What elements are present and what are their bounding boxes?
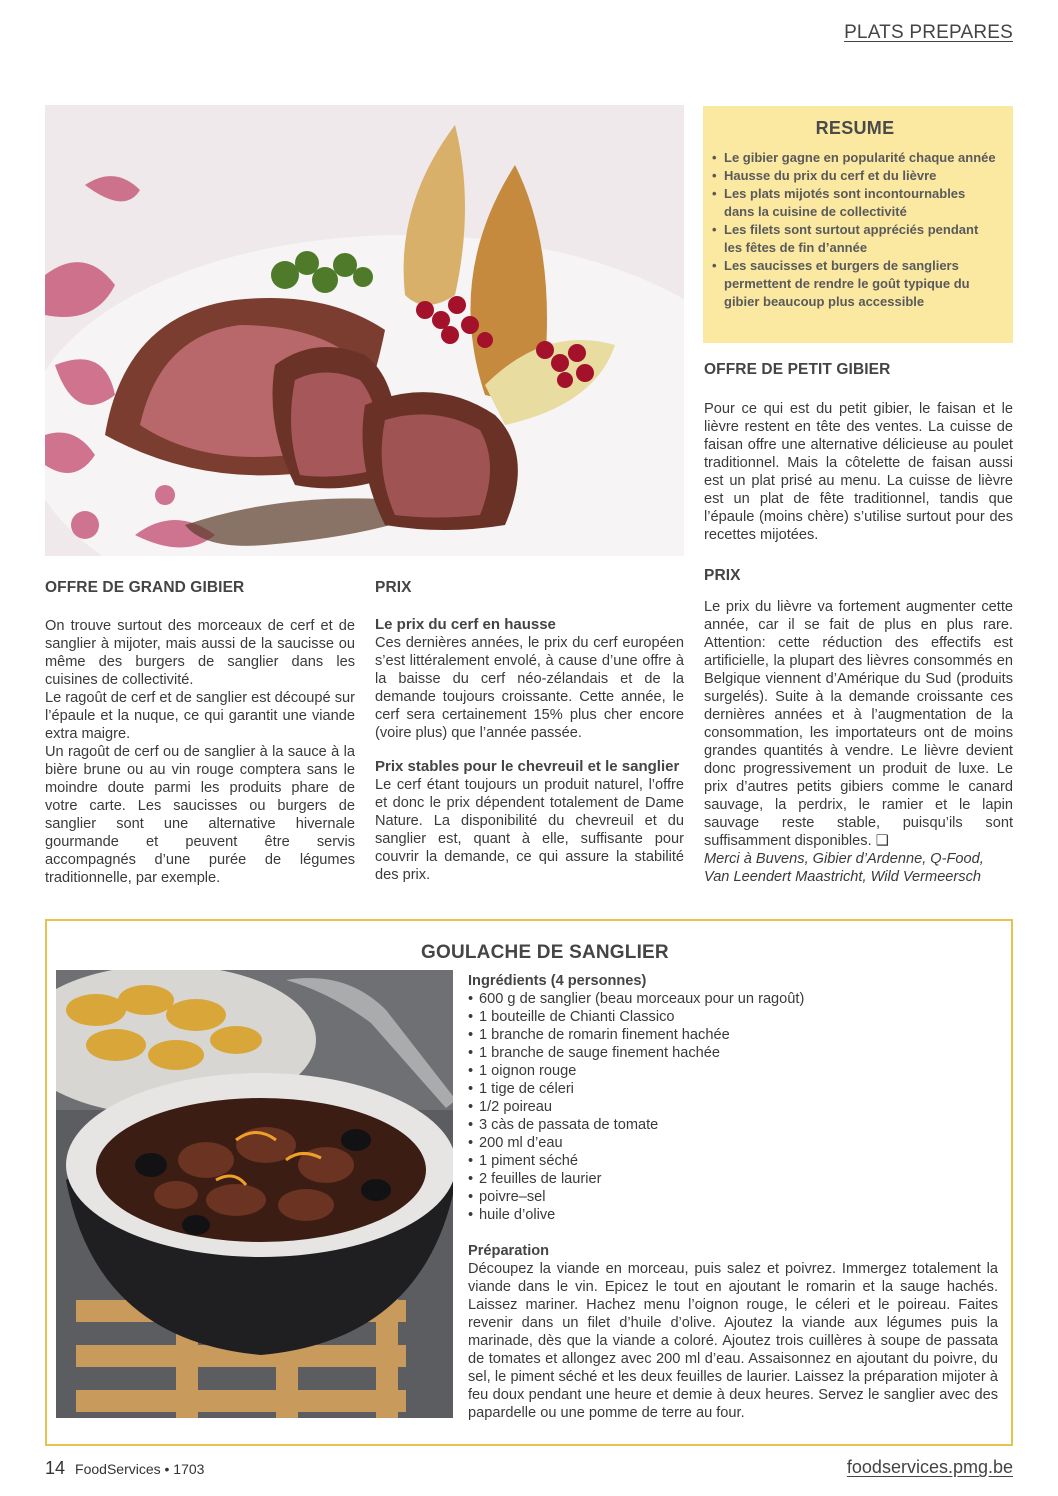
prix-right-body: Le prix du lièvre va fortement augmenter cette année, car il se fait de plus en plus rare. Attention: cette réduction des effectifs est artificielle, la plupart des lièvres consommés en Belgique viennent d’Amérique du Sud (produits surgelés). Suite à la demande croissante ces dernières années et à l’augmentation de la consommation, les importateurs ont de moins grandes quantités à vendre. Le lièvre devient donc progressivement un produit de luxe. Le prix d’autres petits gibiers comme le canard sauvage, la perdrix, le ramier et le lapin sauvage reste stable, puisqu’ils sont suffisamment disponibles. — [704, 599, 1013, 849]
prix-cerf-text: Ces dernières années, le prix du cerf européen s’est littéralement envolé, à cause d’une offre à la baisse du cerf néo-zélandais et de la demande toujours croissante. Cette année, le cerf sera certainement 15% plus cher encore (voire plus) que l’année passée. — [375, 635, 684, 741]
ingredient-item: • 1 tige de céleri — [468, 1080, 998, 1098]
resume-item: • Les plats mijotés sont incontournables dans la cuisine de collectivité — [711, 185, 999, 221]
page-number: 14 — [45, 1458, 66, 1478]
ingredient-item: • huile d’olive — [468, 1206, 998, 1224]
ingredient-item: • 1 branche de sauge finement hachée — [468, 1044, 998, 1062]
venison-photo — [45, 105, 684, 556]
goulash-photo — [56, 970, 453, 1418]
footer-info — [45, 1458, 204, 1479]
grand-gibier-paragraph: Le ragoût de cerf et de sanglier est découpé sur l’épaule et la nuque, ce qui garantit une viande extra maigre. — [45, 690, 355, 742]
section-tag: PLATS PREPARES — [844, 22, 1013, 43]
recipe-box — [45, 919, 1013, 1446]
grand-gibier-section — [45, 579, 355, 887]
resume-list — [711, 149, 999, 311]
ingredient-item: • poivre–sel — [468, 1188, 998, 1206]
prix-middle-section — [375, 579, 684, 884]
resume-title: RESUME — [815, 118, 895, 138]
ingredients-heading: Ingrédients (4 personnes) — [468, 973, 647, 989]
grand-gibier-paragraph: Un ragoût de cerf ou de sanglier à la sauce à la bière brune ou au vin rouge comptera sans le moindre doute parmi les produits phare de votre carte. Les saucisses ou burgers de sanglier sont une alternative hivernale gourmande et peuvent être servis accompagnés d’une purée de légumes traditionnelle, par exemple. — [45, 744, 355, 886]
ingredient-item: • 3 càs de passata de tomate — [468, 1116, 998, 1134]
ingredient-item: • 1 piment séché — [468, 1152, 998, 1170]
ingredient-item: • 1 oignon rouge — [468, 1062, 998, 1080]
ingredient-item: • 1 branche de romarin finement hachée — [468, 1026, 998, 1044]
resume-item: • Les saucisses et burgers de sangliers permettent de rendre le goût typique du gibier beaucoup plus accessible — [711, 257, 999, 311]
resume-item: • Le gibier gagne en popularité chaque année — [711, 149, 999, 167]
ingredient-item: • 1/2 poireau — [468, 1098, 998, 1116]
prix-middle-heading: PRIX — [375, 579, 412, 596]
issue-label: FoodServices • 1703 — [75, 1461, 205, 1477]
petit-gibier-text: Pour ce qui est du petit gibier, le faisan et le lièvre restent en tête des ventes. La cuisse de faisan offre une alternative délicieuse au poulet traditionnel. Mais la côtelette de faisan aussi est un plat prisé au menu. La cuisse de lièvre est un plat de fête traditionnel, tandis que l’épaule (moins chère) s’utilise surtout pour des recettes mijotées. — [704, 401, 1013, 543]
prix-stables-text: Le cerf étant toujours un produit naturel, l’offre et donc le prix dépendent totalement de Dame Nature. La disponibilité du chevreuil et du sanglier est, quant à elle, suffisante pour couvrir la demande, ce qui assure la stabilité des prix. — [375, 777, 684, 883]
prix-stables-subheading: Prix stables pour le chevreuil et le sanglier — [375, 758, 680, 775]
ingredient-item: • 1 bouteille de Chianti Classico — [468, 1008, 998, 1026]
ingredients-list — [468, 990, 998, 1224]
prix-right-text — [704, 598, 1013, 850]
petit-gibier-section — [704, 361, 1013, 886]
recipe-body — [468, 972, 998, 1422]
ingredient-item: • 600 g de sanglier (beau morceaux pour un ragoût) — [468, 990, 998, 1008]
resume-item: • Hausse du prix du cerf et du lièvre — [711, 167, 999, 185]
grand-gibier-paragraph: On trouve surtout des morceaux de cerf et de sanglier à mijoter, mais aussi de la saucisse ou même des burgers de sanglier dans les cuisines de collectivité. — [45, 618, 355, 688]
ingredient-item: • 200 ml d’eau — [468, 1134, 998, 1152]
prix-cerf-subheading: Le prix du cerf en hausse — [375, 616, 556, 633]
website-link[interactable]: foodservices.pmg.be — [846, 1457, 1013, 1477]
end-mark: ❑ — [875, 833, 889, 849]
resume-item: • Les filets sont surtout appréciés pendant les fêtes de fin d’année — [711, 221, 999, 257]
petit-gibier-heading: OFFRE DE PETIT GIBIER — [704, 361, 891, 378]
recipe-title: GOULACHE DE SANGLIER — [421, 942, 669, 963]
credits: Merci à Buvens, Gibier d’Ardenne, Q-Food, Van Leendert Maastricht, Wild Vermeersch — [704, 851, 984, 885]
resume-box — [703, 106, 1013, 343]
preparation-heading: Préparation — [468, 1243, 550, 1259]
preparation-text: Découpez la viande en morceau, puis salez et poivrez. Immergez totalement la viande dans le vin. Epicez le tout en ajoutant le romarin et la sauge hachés. Laissez mariner. Hachez menu l’oignon rouge, le céleri et le poireau. Faites revenir dans un filet d’huile d’olive. Ajoutez la viande aux légumes puis la marinade, dès que la viande a coloré. Ajoutez trois cuillères à soupe de passata de tomates et allongez avec 200 ml d’eau. Assaisonnez en ajoutant du poivre, du sel, le piment séché et les deux feuilles de laurier. Laissez la préparation mijoter à feu doux pendant une heure et demie à deux heures. Servez le sanglier avec des papardelle ou une pomme de terre au four. — [468, 1261, 998, 1421]
prix-right-heading: PRIX — [704, 567, 741, 584]
grand-gibier-heading: OFFRE DE GRAND GIBIER — [45, 579, 245, 596]
ingredient-item: • 2 feuilles de laurier — [468, 1170, 998, 1188]
